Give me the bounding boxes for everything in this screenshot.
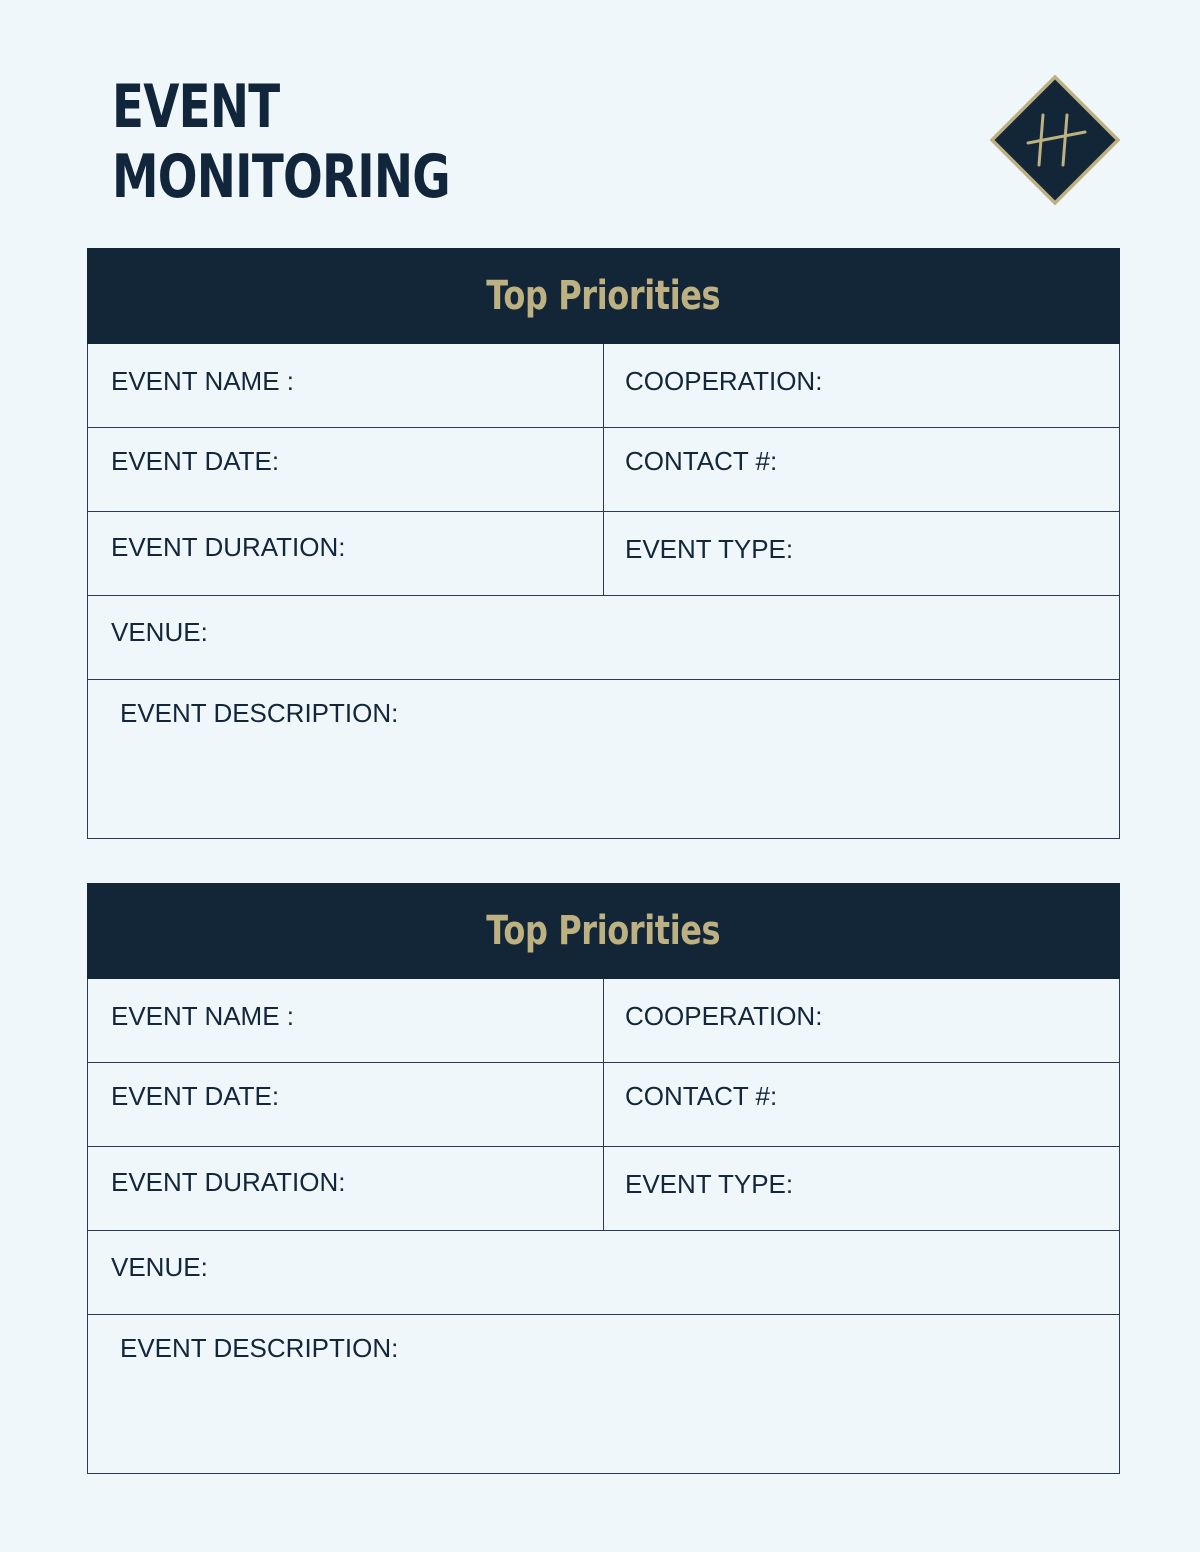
event-name-field[interactable]: EVENT NAME : bbox=[88, 979, 604, 1062]
event-type-field[interactable]: EVENT TYPE: bbox=[625, 534, 794, 564]
event-duration-field[interactable]: EVENT DURATION: bbox=[88, 512, 604, 595]
event-date-field[interactable]: EVENT DATE: bbox=[88, 1063, 604, 1146]
form-row bbox=[88, 596, 1119, 680]
form-row bbox=[88, 512, 1119, 596]
page-title bbox=[112, 72, 450, 212]
form-row bbox=[88, 428, 1119, 512]
contact-field[interactable]: CONTACT #: bbox=[625, 446, 778, 476]
venue-field[interactable]: VENUE: bbox=[111, 1252, 208, 1282]
form-row bbox=[88, 1147, 1119, 1231]
section-title: Top Priorities bbox=[486, 273, 721, 319]
venue-field[interactable]: VENUE: bbox=[111, 617, 208, 647]
form-row bbox=[88, 1063, 1119, 1147]
event-description-field[interactable]: EVENT DESCRIPTION: bbox=[120, 1333, 399, 1363]
cooperation-field[interactable]: COOPERATION: bbox=[625, 366, 823, 396]
form-row bbox=[88, 1231, 1119, 1315]
form-table bbox=[87, 979, 1120, 1474]
event-date-field[interactable]: EVENT DATE: bbox=[88, 428, 604, 511]
logo-h-monogram-icon bbox=[990, 75, 1120, 205]
section-header bbox=[87, 883, 1120, 979]
event-duration-field[interactable]: EVENT DURATION: bbox=[88, 1147, 604, 1230]
form-row bbox=[88, 680, 1119, 838]
cooperation-field[interactable]: COOPERATION: bbox=[625, 1001, 823, 1031]
form-table bbox=[87, 344, 1120, 839]
event-form-section-1 bbox=[87, 248, 1120, 839]
contact-field[interactable]: CONTACT #: bbox=[625, 1081, 778, 1111]
section-header bbox=[87, 248, 1120, 344]
event-type-field[interactable]: EVENT TYPE: bbox=[625, 1169, 794, 1199]
event-form-section-2 bbox=[87, 883, 1120, 1474]
form-row bbox=[88, 344, 1119, 428]
event-name-field[interactable]: EVENT NAME : bbox=[88, 344, 604, 427]
form-row bbox=[88, 979, 1119, 1063]
event-description-field[interactable]: EVENT DESCRIPTION: bbox=[120, 698, 399, 728]
form-row bbox=[88, 1315, 1119, 1473]
title-line-1: EVENT bbox=[112, 72, 280, 142]
title-line-2: MONITORING bbox=[112, 142, 450, 212]
section-title: Top Priorities bbox=[486, 908, 721, 954]
